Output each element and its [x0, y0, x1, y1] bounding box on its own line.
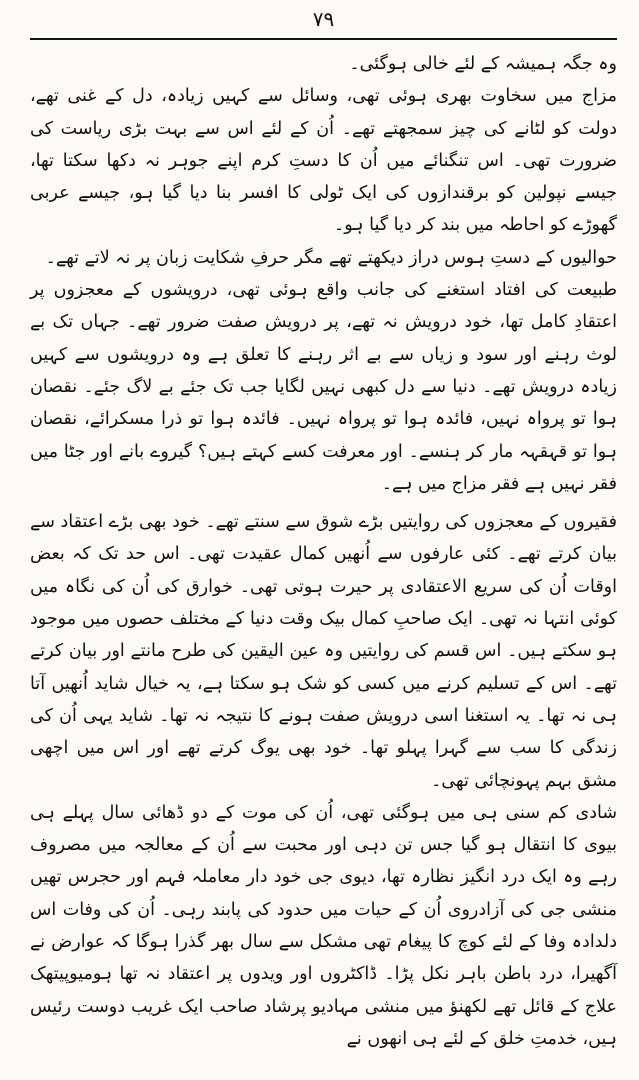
page-number: ۷۹ [312, 7, 335, 31]
header-rule [30, 38, 617, 40]
paragraph-5: فقیروں کے معجزوں کی روایتیں بڑے شوق سے سنتے تھے۔ خود بھی بڑے اعتقاد سے بیان کرتے تھے۔ کئی عارفوں سے اُنھیں کمال عقیدت تھی۔ اس حد تک کہ بعض اوقات اُن کی سریع الاعتقادی پر حیرت ہوتی تھی۔ خوارق کی اُن کی نگاہ میں کوئی انتہا نہ تھی۔ ایک صاحبِ کمال بیک وقت دنیا کے مختلف حصوں میں موجود ہو سکتے ہیں۔ اس قسم کی روایتیں وہ عین الیقین کی طرح مانتے اور بیان کرتے تھے۔ اس کے تسلیم کرنے میں کسی کو شک ہو سکتا ہے، یہ خیال شاید اُنھیں آتا ہی نہ تھا۔ یہ استغنا اسی درویش صفت ہونے کا نتیجہ نہ تھا۔ شاید یہی اُن کی زندگی کا سب سے گہرا پہلو تھا۔ خود بھی یوگ کرتے تھے اور اس میں اچھی مشق بہم پہونچائی تھی۔ [30, 512, 617, 791]
paragraph-6: شادی کم سنی ہی میں ہوگئی تھی، اُن کی موت کے دو ڈھائی سال پہلے ہی بیوی کا انتقال ہو گیا جس تن دہی اور محبت سے اُن کے معالجہ میں مصروف رہے وہ ایک درد انگیز نظارہ تھا، دیوی جی خود دار معاملہ فہم اور حجرس تھیں منشی جی کی آزادروی اُن کے حیات میں حدود کی پابند رہی۔ اُن کی وفات اس دلدادہ وفا کے لئے کوچ کا پیغام تھی مشکل سے سال بھر گذرا ہوگا کہ عوارض نے آگھیرا، درد باطن باہر نکل پڑا۔ ڈاکٹروں اور ویدوں پر اعتقاد نہ تھا ہومیوپیتھک علاج کے قائل تھے لکھنؤ میں منشی مہادیو پرشاد صاحب ایک غریب دوست رئیس ہیں، خدمتِ خلق کے لئے ہی انھوں نے [30, 802, 617, 1049]
page-body [30, 48, 617, 1055]
paragraph-4: طبیعت کی افتاد استغنے کی جانب واقع ہوئی تھی، درویشوں کے معجزوں پر اعتقادِ کامل تھا، خود درویش نہ تھے، پر درویش صفت ضرور تھے۔ جہاں تک بے لوث رہنے اور سود و زیاں سے بے اثر رہنے کا تعلق ہے وہ درویشوں سے کہیں زیادہ درویش تھے۔ دنیا سے دل کبھی نہیں لگایا جب تک جئے بے لاگ جئے۔ نقصان ہوا تو پرواہ نہیں، فائدہ ہوا تو پرواہ نہیں۔ فائدہ ہوا تو ذرا مسکرائے، نقصان ہوا تو قہقہہ مار کر ہنسے۔ اور معرفت کسے کہتے ہیں؟ گیروے بانے اور جٹا میں فقر نہیں ہے فقر مزاج میں ہے۔ [30, 280, 617, 494]
paragraph-3: حوالیوں کے دستِ ہوس دراز دیکھتے تھے مگر حرفِ شکایت زبان پر نہ لاتے تھے۔ [45, 247, 617, 268]
paragraph-1: وہ جگہ ہمیشہ کے لئے خالی ہوگئی۔ [349, 54, 617, 74]
paragraph-2: مزاج میں سخاوت بھری ہوئی تھی، وسائل سے کہیں زیادہ، دل کے غنی تھے، دولت کو لٹانے کی چیز سمجھتے تھے۔ اُن کے لئے اس سے بہت بڑی ریاست کی ضرورت تھی۔ اس تنگنائے میں اُن کا دستِ کرم اپنے جوہر نہ دکھا سکتا تھا، جیسے نپولین کو برقندازوں کی ایک ٹولی کا افسر بنا دیا گیا ہو، جیسے عربی گھوڑے کو احاطہ میں بند کر دیا گیا ہو۔ [30, 86, 617, 236]
